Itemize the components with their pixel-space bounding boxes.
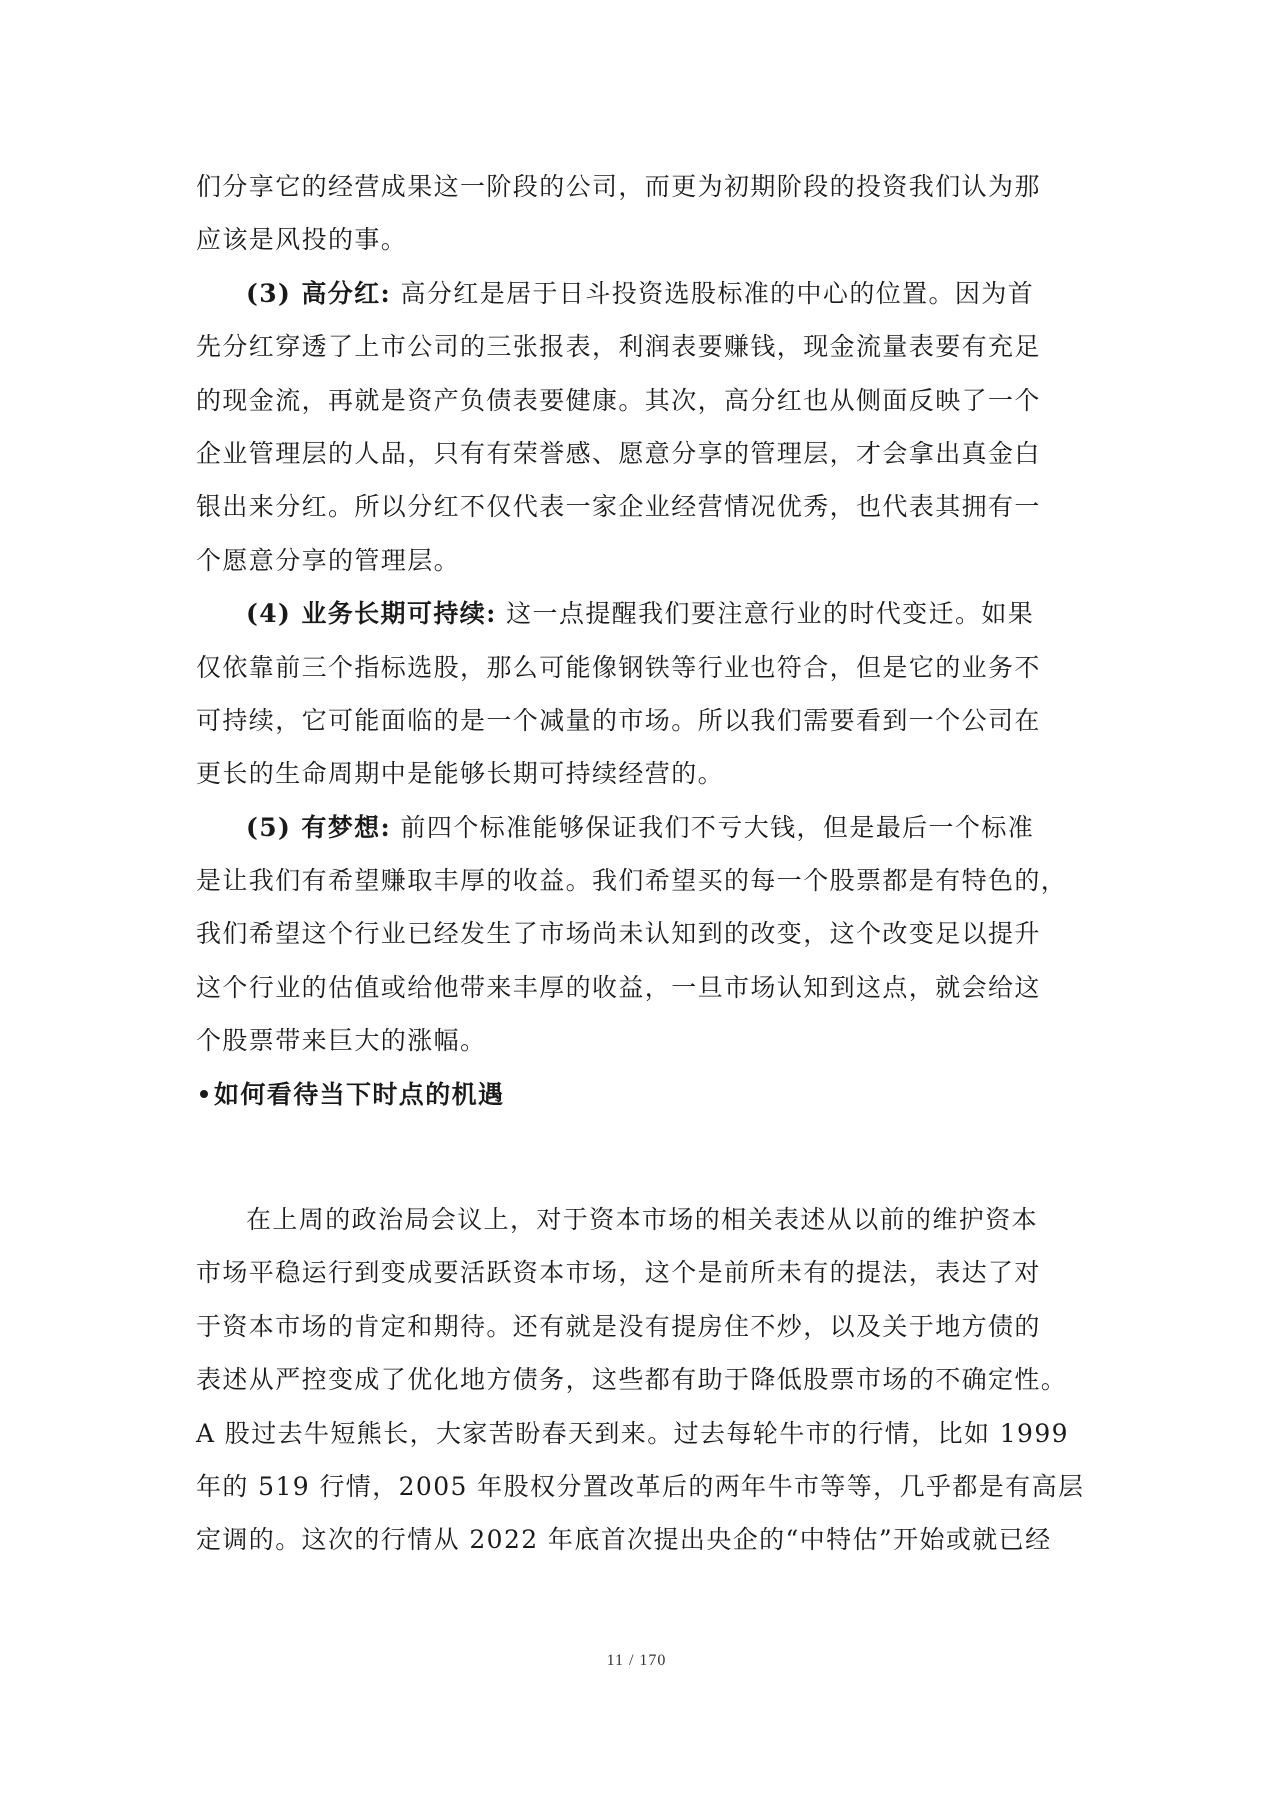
text-line: 银出来分红。所以分红不仅代表一家企业经营情况优秀，也代表其拥有一 [196,492,1041,522]
text-line [196,587,1076,640]
text-line: A 股过去牛短熊长，大家苦盼春天到来。过去每轮牛市的行情，比如 1999 [196,1418,1069,1448]
text-line: 在上周的政治局会议上，对于资本市场的相关表述从以前的维护资本 [246,1205,1039,1235]
page-content [196,160,1085,1567]
section-heading [196,1068,1076,1121]
text-line: 个愿意分享的管理层。 [196,545,461,575]
text-line: 先分红穿透了上市公司的三张报表，利润表要赚钱，现金流量表要有充足 [196,332,1041,362]
spacer [196,1121,1076,1193]
text-run: 高分红是居于日斗投资选股标准的中心的位置。因为首 [391,278,1035,308]
text-line: 的现金流，再就是资产负债表要健康。其次，高分红也从侧面反映了一个 [196,385,1041,415]
text-run: 这一点提醒我们要注意行业的时代变迁。如果 [496,599,1035,629]
text-line: 是让我们有希望赚取丰厚的收益。我们希望买的每一个股票都是有特色的， [196,866,1068,896]
paragraph-high-dividend [196,267,1076,587]
bullet-icon [200,1090,208,1098]
text-line: 定调的。这次的行情从 2022 年底首次提出央企的“中特估”开始或就已经 [196,1525,1052,1555]
paragraph-continuation [196,160,1076,267]
text-line: 仅依靠前三个指标选股，那么可能像钢铁等行业也符合，但是它的业务不 [196,652,1041,682]
text-line [196,801,1076,854]
text-line: 于资本市场的肯定和期待。还有就是没有提房住不炒，以及关于地方债的 [196,1311,1041,1341]
paragraph-opportunity [196,1193,1085,1567]
text-line: 表述从严控变成了优化地方债务，这些都有助于降低股票市场的不确定性。 [196,1365,1068,1395]
text-line: 市场平稳运行到变成要活跃资本市场，这个是前所未有的提法，表达了对 [196,1258,1041,1288]
text-line: 更长的生命周期中是能够长期可持续经营的。 [196,759,725,789]
criterion-label: (3) 高分红: [246,278,392,308]
text-line: 企业管理层的人品，只有有荣誉感、愿意分享的管理层，才会拿出真金白 [196,438,1041,468]
text-line: 应该是风投的事。 [196,225,408,255]
text-line: 们分享它的经营成果这一阶段的公司，而更为初期阶段的投资我们认为那 [196,172,1041,201]
text-line [196,267,1076,320]
text-line: 这个行业的估值或给他带来丰厚的收益，一旦市场认知到这点，就会给这 [196,972,1041,1002]
criterion-label: (5) 有梦想: [246,812,392,842]
page-number: 11 / 170 [606,1652,667,1669]
text-run: 前四个标准能够保证我们不亏大钱，但是最后一个标准 [391,812,1035,842]
section-heading-text: 如何看待当下时点的机遇 [214,1079,505,1109]
criterion-label: (4) 业务长期可持续: [246,599,497,629]
paragraph-sustainable-business [196,587,1076,801]
text-line: 我们希望这个行业已经发生了市场尚未认知到的改变，这个改变足以提升 [196,919,1041,949]
text-line: 可持续，它可能面临的是一个减量的市场。所以我们需要看到一个公司在 [196,705,1041,735]
text-line: 个股票带来巨大的涨幅。 [196,1026,487,1056]
paragraph-have-dreams [196,801,1076,1068]
text-line: 年的 519 行情，2005 年股权分置改革后的两年牛市等等，几乎都是有高层 [196,1471,1085,1501]
